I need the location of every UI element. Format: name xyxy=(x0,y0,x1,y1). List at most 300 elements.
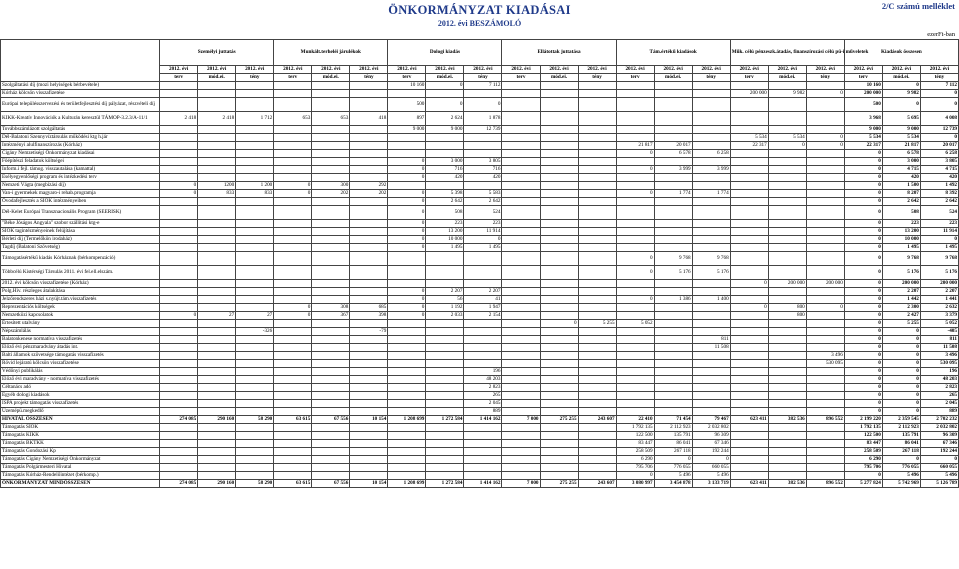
table-cell: 0 xyxy=(388,198,426,206)
table-cell: 9 768 xyxy=(692,252,730,266)
table-cell xyxy=(198,244,236,252)
table-cell xyxy=(540,198,578,206)
row-label: Előző évi maradvány - normatíva visszafizetés xyxy=(1,376,160,384)
table-cell xyxy=(236,472,274,480)
table-cell xyxy=(160,166,198,174)
table-cell: 0 xyxy=(844,344,882,352)
table-cell: 660 055 xyxy=(692,464,730,472)
table-cell: 896 552 xyxy=(806,416,844,424)
table-cell xyxy=(236,228,274,236)
table-cell xyxy=(730,182,768,190)
table-cell xyxy=(464,320,502,328)
table-cell xyxy=(578,392,616,400)
table-cell xyxy=(312,150,350,158)
table-cell xyxy=(502,98,540,112)
table-cell xyxy=(426,376,464,384)
table-cell xyxy=(198,142,236,150)
table-cell xyxy=(692,198,730,206)
table-cell xyxy=(312,400,350,408)
table-cell xyxy=(312,384,350,392)
table-cell: 200 000 xyxy=(806,280,844,288)
table-cell xyxy=(502,228,540,236)
table-cell: 685 xyxy=(350,304,388,312)
row-label: Előző évi pénzmaradvány átadás int. xyxy=(1,344,160,352)
table-cell: 5 255 xyxy=(882,320,920,328)
table-cell: 265 xyxy=(920,392,958,400)
table-cell xyxy=(540,392,578,400)
row-label: Szolgáltatási díj (mozi helyiségek bérbevétele) xyxy=(1,82,160,90)
table-cell xyxy=(540,288,578,296)
table-cell xyxy=(426,150,464,158)
table-cell xyxy=(312,158,350,166)
table-cell: 0 xyxy=(844,304,882,312)
row-label: Balti államok szövetsége támogatás visszafizetés xyxy=(1,352,160,360)
row-label: Támogatás Polgármesteri Hivatal xyxy=(1,464,160,472)
table-cell xyxy=(578,220,616,228)
table-cell xyxy=(350,432,388,440)
row-label: Óvodafejlesztés a SIOK intézményeiben xyxy=(1,198,160,206)
table-cell: 0 xyxy=(844,352,882,360)
table-cell xyxy=(654,244,692,252)
table-cell xyxy=(616,98,654,112)
table-cell xyxy=(160,320,198,328)
table-cell: 0 xyxy=(882,82,920,90)
table-cell: 0 xyxy=(616,150,654,158)
table-cell: 10 154 xyxy=(350,480,388,488)
table-cell xyxy=(236,126,274,134)
table-cell xyxy=(502,392,540,400)
table-cell xyxy=(692,98,730,112)
table-cell xyxy=(426,142,464,150)
table-cell xyxy=(540,352,578,360)
table-cell xyxy=(312,392,350,400)
total-row xyxy=(1,480,959,488)
table-cell: 1 400 xyxy=(692,296,730,304)
table-cell xyxy=(198,408,236,416)
table-cell xyxy=(730,190,768,198)
table-cell xyxy=(654,384,692,392)
table-cell xyxy=(730,360,768,368)
table-cell xyxy=(730,220,768,228)
table-cell xyxy=(578,440,616,448)
table-cell xyxy=(350,126,388,134)
table-cell xyxy=(806,252,844,266)
table-cell: -79 xyxy=(350,328,388,336)
table-cell: 0 xyxy=(844,174,882,182)
table-cell xyxy=(236,280,274,288)
table-cell xyxy=(236,360,274,368)
table-cell xyxy=(160,448,198,456)
header-sub: tény xyxy=(692,74,730,82)
table-cell xyxy=(274,408,312,416)
table-cell xyxy=(806,336,844,344)
table-cell: 1200 xyxy=(198,182,236,190)
table-cell: 223 xyxy=(920,220,958,228)
table-row xyxy=(1,304,959,312)
table-cell xyxy=(236,220,274,228)
table-cell: 2 418 xyxy=(198,112,236,126)
table-cell xyxy=(806,328,844,336)
row-label: Egyéb dologi kiadások xyxy=(1,392,160,400)
table-cell xyxy=(502,472,540,480)
table-cell: 0 xyxy=(882,328,920,336)
table-cell: 0 xyxy=(844,312,882,320)
table-cell: 0 xyxy=(692,456,730,464)
table-cell: 200 000 xyxy=(844,90,882,98)
table-cell: 6 258 xyxy=(692,150,730,158)
table-cell xyxy=(274,288,312,296)
table-cell xyxy=(502,220,540,228)
table-cell: 192 244 xyxy=(920,448,958,456)
table-cell xyxy=(540,456,578,464)
table-cell xyxy=(350,392,388,400)
table-cell xyxy=(540,134,578,142)
table-cell xyxy=(540,90,578,98)
table-cell xyxy=(312,266,350,280)
table-cell xyxy=(236,376,274,384)
table-cell xyxy=(198,464,236,472)
row-label: Támogatás KIKK xyxy=(1,432,160,440)
table-cell xyxy=(616,288,654,296)
table-cell xyxy=(540,400,578,408)
table-cell: 0 xyxy=(274,304,312,312)
table-cell: 0 xyxy=(616,266,654,280)
table-cell xyxy=(768,174,806,182)
table-cell xyxy=(236,98,274,112)
table-cell xyxy=(806,296,844,304)
table-cell xyxy=(540,376,578,384)
table-cell xyxy=(160,384,198,392)
row-label: Értesített utalvány xyxy=(1,320,160,328)
table-cell xyxy=(198,252,236,266)
table-cell: 135 791 xyxy=(654,432,692,440)
table-cell: 2 112 923 xyxy=(882,424,920,432)
table-row xyxy=(1,166,959,174)
table-cell: 418 xyxy=(350,112,388,126)
table-cell: 83 447 xyxy=(844,440,882,448)
table-cell xyxy=(350,142,388,150)
table-cell xyxy=(160,288,198,296)
table-cell: 500 xyxy=(844,98,882,112)
table-cell xyxy=(198,134,236,142)
header-group: Tám.értékű kiadások xyxy=(616,40,730,66)
table-cell xyxy=(236,82,274,90)
table-cell xyxy=(578,400,616,408)
table-cell xyxy=(806,432,844,440)
table-cell: 3 000 xyxy=(882,158,920,166)
table-cell xyxy=(388,392,426,400)
table-cell xyxy=(730,464,768,472)
table-cell xyxy=(312,142,350,150)
table-cell xyxy=(426,448,464,456)
table-cell xyxy=(426,134,464,142)
table-cell xyxy=(578,376,616,384)
table-cell xyxy=(730,432,768,440)
table-cell xyxy=(426,400,464,408)
table-cell: 0 xyxy=(806,304,844,312)
table-cell xyxy=(464,472,502,480)
table-cell xyxy=(388,456,426,464)
table-cell xyxy=(616,182,654,190)
table-cell xyxy=(350,158,388,166)
table-cell xyxy=(198,440,236,448)
table-cell xyxy=(502,456,540,464)
row-label: Reprezentációs költségek xyxy=(1,304,160,312)
table-cell xyxy=(274,472,312,480)
table-cell: 7 112 xyxy=(464,82,502,90)
table-cell: 0 xyxy=(388,158,426,166)
table-cell: 0 xyxy=(768,142,806,150)
table-cell xyxy=(198,360,236,368)
table-cell: 0 xyxy=(730,304,768,312)
table-cell xyxy=(236,352,274,360)
row-label: "Béke Jóságos Angyala" szobor szállítási ktg-e xyxy=(1,220,160,228)
table-cell: 0 xyxy=(882,98,920,112)
table-cell xyxy=(160,236,198,244)
table-cell xyxy=(616,344,654,352)
table-row xyxy=(1,472,959,480)
table-cell xyxy=(160,220,198,228)
row-label: Cigány Nemzetiségi Önkormányzat kiadásai xyxy=(1,150,160,158)
table-cell: 0 xyxy=(882,376,920,384)
table-cell xyxy=(502,112,540,126)
table-cell xyxy=(578,252,616,266)
table-cell xyxy=(426,456,464,464)
expenditure-table xyxy=(0,39,959,488)
table-cell: 0 xyxy=(920,236,958,244)
table-cell xyxy=(578,206,616,220)
table-cell: 0 xyxy=(806,90,844,98)
table-cell xyxy=(692,288,730,296)
header-sub: terv xyxy=(502,74,540,82)
table-cell xyxy=(160,352,198,360)
table-cell: 7 000 xyxy=(502,416,540,424)
row-label: Tagdíj (Balatoni Szövetség) xyxy=(1,244,160,252)
table-cell: 223 xyxy=(882,220,920,228)
table-cell xyxy=(768,198,806,206)
table-cell: 2 427 xyxy=(882,312,920,320)
table-cell: 2 045 xyxy=(920,400,958,408)
table-cell: 0 xyxy=(806,142,844,150)
row-label: Támogatás Gondozási Kp xyxy=(1,448,160,456)
table-cell xyxy=(312,368,350,376)
table-cell xyxy=(540,228,578,236)
table-cell xyxy=(768,236,806,244)
table-cell xyxy=(616,112,654,126)
table-cell xyxy=(502,288,540,296)
table-cell xyxy=(350,376,388,384)
table-cell xyxy=(274,220,312,228)
header-group: Kiadások összesen xyxy=(844,40,958,66)
table-cell xyxy=(730,288,768,296)
table-cell: 2 207 xyxy=(426,288,464,296)
table-cell xyxy=(388,472,426,480)
table-cell: 3 133 719 xyxy=(692,480,730,488)
table-cell xyxy=(502,198,540,206)
table-cell xyxy=(730,252,768,266)
header-year: 2012. évi xyxy=(540,66,578,74)
table-cell xyxy=(350,90,388,98)
table-cell xyxy=(578,134,616,142)
table-cell: 0 xyxy=(882,336,920,344)
table-cell xyxy=(806,158,844,166)
header-sub: terv xyxy=(730,74,768,82)
table-cell xyxy=(806,288,844,296)
table-cell xyxy=(236,344,274,352)
table-cell: 1 495 xyxy=(464,244,502,252)
table-cell: 290 160 xyxy=(198,416,236,424)
table-cell xyxy=(768,384,806,392)
table-cell xyxy=(540,150,578,158)
table-cell xyxy=(692,304,730,312)
table-cell: 5 176 xyxy=(692,266,730,280)
table-cell xyxy=(806,440,844,448)
table-cell xyxy=(198,344,236,352)
table-cell xyxy=(730,472,768,480)
table-cell: 4 008 xyxy=(920,112,958,126)
table-cell xyxy=(426,320,464,328)
table-cell: 2 032 802 xyxy=(692,424,730,432)
table-cell xyxy=(274,126,312,134)
table-cell xyxy=(160,158,198,166)
table-cell xyxy=(236,336,274,344)
table-cell: 22 317 xyxy=(730,142,768,150)
table-cell: 0 xyxy=(844,244,882,252)
header-year: 2012. évi xyxy=(274,66,312,74)
table-cell: 4 715 xyxy=(920,166,958,174)
table-cell xyxy=(160,244,198,252)
header-sub: mód.ei. xyxy=(540,74,578,82)
table-cell: 12 739 xyxy=(920,126,958,134)
row-label: Nemzeti Vágta (megbízási díj) xyxy=(1,182,160,190)
table-cell: 274 085 xyxy=(160,416,198,424)
table-cell xyxy=(730,158,768,166)
table-cell xyxy=(350,360,388,368)
table-cell xyxy=(160,360,198,368)
table-cell: 48 203 xyxy=(920,376,958,384)
table-cell xyxy=(388,252,426,266)
table-cell: 2 112 923 xyxy=(654,424,692,432)
table-cell xyxy=(654,126,692,134)
row-label: Támogatás BKTKK xyxy=(1,440,160,448)
table-cell xyxy=(312,228,350,236)
table-cell xyxy=(578,360,616,368)
table-cell xyxy=(350,252,388,266)
table-cell xyxy=(502,448,540,456)
table-cell xyxy=(540,158,578,166)
table-cell xyxy=(806,400,844,408)
table-cell xyxy=(540,174,578,182)
table-cell xyxy=(274,252,312,266)
table-cell xyxy=(578,228,616,236)
table-cell xyxy=(616,384,654,392)
table-cell: 500 xyxy=(388,98,426,112)
table-cell xyxy=(198,448,236,456)
table-cell xyxy=(350,440,388,448)
table-cell xyxy=(160,228,198,236)
table-cell: 292 xyxy=(350,182,388,190)
table-cell xyxy=(654,288,692,296)
table-cell xyxy=(312,98,350,112)
title-block xyxy=(0,3,959,28)
table-cell xyxy=(160,392,198,400)
table-cell xyxy=(198,150,236,158)
table-cell: 2 032 802 xyxy=(920,424,958,432)
table-cell xyxy=(464,352,502,360)
table-cell xyxy=(464,280,502,288)
table-cell xyxy=(388,150,426,158)
table-cell xyxy=(730,384,768,392)
table-cell xyxy=(312,166,350,174)
table-cell xyxy=(654,352,692,360)
table-row xyxy=(1,376,959,384)
table-cell xyxy=(502,432,540,440)
table-cell xyxy=(616,368,654,376)
table-cell xyxy=(806,320,844,328)
table-cell: 0 xyxy=(920,90,958,98)
table-cell xyxy=(350,220,388,228)
table-cell: 1 774 xyxy=(654,190,692,198)
row-label: Főépítészi feladatok költségei xyxy=(1,158,160,166)
table-cell: 1 208 699 xyxy=(388,416,426,424)
table-cell: 11 508 xyxy=(920,344,958,352)
table-cell xyxy=(654,236,692,244)
table-cell: 623 411 xyxy=(730,480,768,488)
table-cell: 6 578 xyxy=(882,150,920,158)
header-year: 2012. évi xyxy=(464,66,502,74)
table-cell xyxy=(730,296,768,304)
table-cell xyxy=(578,456,616,464)
header-sub: mód.ei. xyxy=(312,74,350,82)
table-cell xyxy=(350,368,388,376)
table-row xyxy=(1,266,959,280)
table-cell: 0 xyxy=(654,456,692,464)
table-cell xyxy=(692,142,730,150)
table-cell: 5 255 xyxy=(578,320,616,328)
table-cell: 0 xyxy=(844,236,882,244)
table-cell xyxy=(274,82,312,90)
table-cell: 5 496 xyxy=(920,472,958,480)
table-row xyxy=(1,408,959,416)
table-row xyxy=(1,82,959,90)
header-year-row xyxy=(1,66,959,74)
table-cell: 223 xyxy=(464,220,502,228)
table-cell: 800 xyxy=(768,312,806,320)
table-cell: 0 xyxy=(388,220,426,228)
table-cell xyxy=(464,252,502,266)
table-cell xyxy=(654,360,692,368)
table-cell xyxy=(388,266,426,280)
table-cell xyxy=(350,166,388,174)
table-cell xyxy=(502,464,540,472)
table-cell xyxy=(160,206,198,220)
table-cell xyxy=(198,456,236,464)
table-cell: 0 xyxy=(844,360,882,368)
table-cell: 58 290 xyxy=(236,480,274,488)
table-cell: 7 112 xyxy=(920,82,958,90)
table-cell: 889 xyxy=(920,408,958,416)
table-cell xyxy=(692,376,730,384)
table-cell xyxy=(236,408,274,416)
table-cell xyxy=(540,304,578,312)
row-label: HIVATAL ÖSSZESEN xyxy=(1,416,160,424)
table-cell xyxy=(654,174,692,182)
table-cell xyxy=(274,228,312,236)
table-cell: 9 982 xyxy=(882,90,920,98)
table-cell xyxy=(312,236,350,244)
table-cell xyxy=(350,464,388,472)
table-cell: 0 xyxy=(882,384,920,392)
